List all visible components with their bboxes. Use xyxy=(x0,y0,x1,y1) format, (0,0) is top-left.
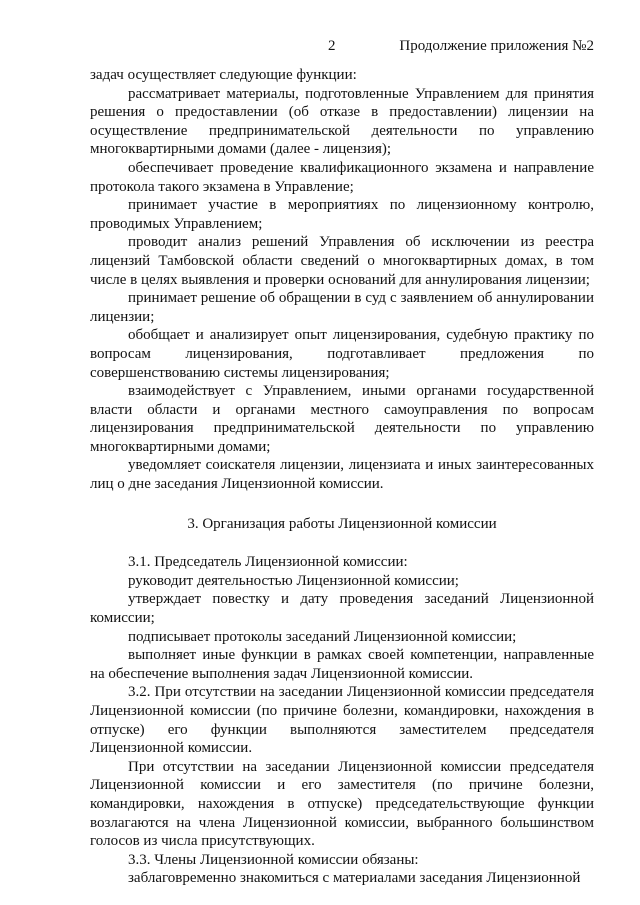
paragraph: задач осуществляет следующие функции: xyxy=(90,67,357,83)
paragraph: уведомляет соискателя лицензии, лицензиата и иных заинтересованных лиц о дне заседания Лицензионной комиссии. xyxy=(90,457,594,493)
page-header xyxy=(0,38,640,60)
appendix-continuation-note: Продолжение приложения №2 xyxy=(399,38,594,54)
paragraph: 3.2. При отсутствии на заседании Лицензионной комиссии председателя Лицензионной комиссии (по причине болезни, командировки, нахождения в отпуске) его функции выполняются заместителем председателя Лицензионной комиссии. xyxy=(90,684,594,757)
document-body xyxy=(90,66,594,888)
page-number: 2 xyxy=(328,38,336,54)
paragraph: проводит анализ решений Управления об исключении из реестра лицензий Тамбовской области сведений о многоквартирных домах, в том числе в целях выявления и проверки оснований для аннулирования лицензии; xyxy=(90,234,594,288)
section-heading: 3. Организация работы Лицензионной комиссии xyxy=(187,515,497,532)
paragraph: При отсутствии на заседании Лицензионной комиссии председателя Лицензионной комиссии и его заместителя (по причине болезни, командировки, нахождения в отпуске) председательствующие функции возлагаются на члена Лицензионной комиссии, выбранного большинством голосов из числа присутствующих. xyxy=(90,758,594,850)
paragraph: выполняет иные функции в рамках своей компетенции, направленные на обеспечение выполнения задач Лицензионной комиссии. xyxy=(90,647,594,682)
paragraph: подписывает протоколы заседаний Лицензионной комиссии; xyxy=(128,628,517,645)
paragraph: обеспечивает проведение квалификационного экзамена и направление протокола такого экзамена в Управление; xyxy=(90,159,594,195)
paragraph: 3.1. Председатель Лицензионной комиссии: xyxy=(128,554,408,571)
paragraph: руководит деятельностью Лицензионной комиссии; xyxy=(128,572,459,589)
paragraph: 3.3. Члены Лицензионной комиссии обязаны: xyxy=(128,851,419,868)
paragraph: обобщает и анализирует опыт лицензирования, судебную практику по вопросам лицензирования, подготавливает предложения по совершенствованию системы лицензирования; xyxy=(90,327,594,381)
paragraph: принимает участие в мероприятиях по лицензионному контролю, проводимых Управлением; xyxy=(90,197,594,232)
paragraph: принимает решение об обращении в суд с заявлением об аннулировании лицензии; xyxy=(90,290,594,325)
paragraph: заблаговременно знакомиться с материалами заседания Лицензионной xyxy=(128,870,581,887)
paragraph: рассматривает материалы, подготовленные Управлением для принятия решения о предоставлении (об отказе в предоставлении) лицензии на осуществление предпринимательской деятельности по управлению многоквартирными домами (далее - лицензия); xyxy=(90,85,594,158)
paragraph: утверждает повестку и дату проведения заседаний Лицензионной комиссии; xyxy=(90,591,594,627)
paragraph: взаимодействует с Управлением, иными органами государственной власти области и органами местного самоуправления по вопросам лицензирования предпринимательской деятельности по управлению многоквартирными домами; xyxy=(90,383,594,455)
